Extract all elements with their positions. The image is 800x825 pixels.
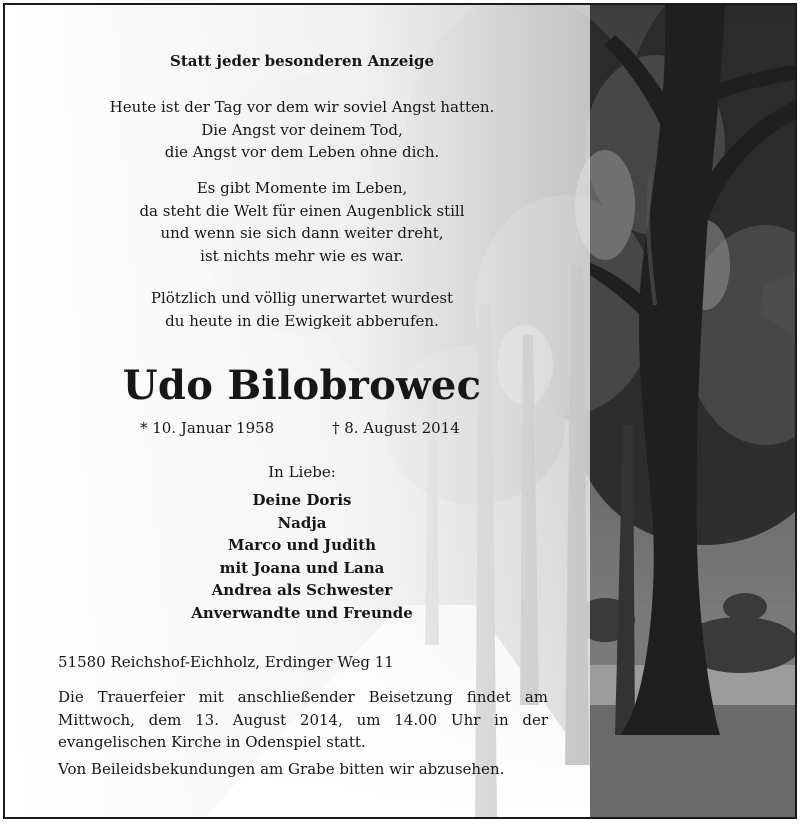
- poem-line: du heute in die Ewigkeit abberufen.: [165, 311, 439, 330]
- notice-header: Statt jeder besonderen Anzeige: [169, 52, 435, 70]
- mourner-entry: mit Joana und Lana: [219, 558, 385, 577]
- poem-line: die Angst vor dem Leben ohne dich.: [164, 143, 440, 161]
- poem-line: da steht die Welt für einen Augenblick still: [139, 201, 465, 220]
- condolence-note: Von Beileidsbekundungen am Grabe bitten wir abzusehen.: [58, 760, 505, 778]
- mourners-list: [5, 489, 599, 624]
- mourner-entry: Anverwandte und Freunde: [191, 603, 413, 622]
- poem-stanza-1: [5, 96, 599, 164]
- deceased-name: Udo Bilobrowec: [122, 362, 482, 409]
- ceremony-details: Die Trauerfeier mit anschließender Beisetzung findet am Mittwoch, dem 13. August 2014, um 14.00 Uhr in der evangelischen Kirche in Odenspiel statt.: [58, 688, 548, 751]
- poem-line: und wenn sie sich dann weiter dreht,: [160, 224, 444, 242]
- poem-line: Plötzlich und völlig unerwartet wurdest: [150, 289, 454, 307]
- mourner-entry: Nadja: [277, 513, 327, 532]
- death-date: † 8. August 2014: [332, 419, 460, 437]
- family-address: 51580 Reichshof-Eichholz, Erdinger Weg 11: [58, 653, 394, 671]
- poem-stanza-3: [5, 287, 599, 332]
- poem-line: Heute ist der Tag vor dem wir soviel Angst hatten.: [109, 98, 495, 116]
- mourner-entry: Andrea als Schwester: [211, 581, 393, 599]
- poem-line: Es gibt Momente im Leben,: [196, 179, 408, 197]
- poem-line: Die Angst vor deinem Tod,: [201, 120, 403, 139]
- birth-date: * 10. Januar 1958: [140, 419, 275, 437]
- mourners-intro: In Liebe:: [268, 463, 336, 481]
- obituary-card: [3, 3, 797, 819]
- poem-stanza-2: [5, 177, 599, 267]
- poem-line: ist nichts mehr wie es war.: [200, 246, 404, 265]
- notice-text: [5, 5, 795, 817]
- mourner-entry: Deine Doris: [252, 491, 352, 509]
- mourner-entry: Marco und Judith: [227, 536, 377, 554]
